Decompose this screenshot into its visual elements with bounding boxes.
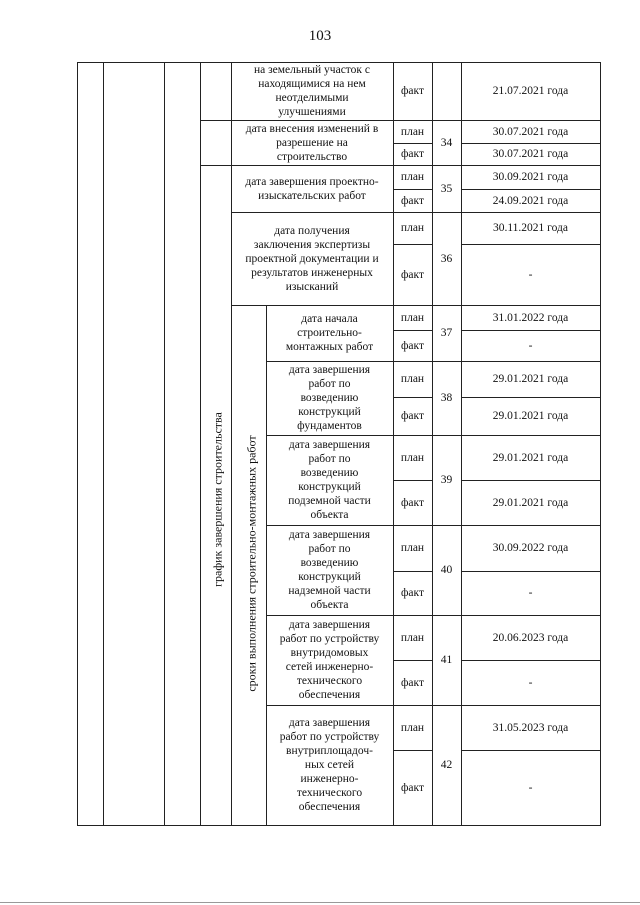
col-divider-2 — [164, 62, 165, 826]
row-plan-value: 30.09.2022 года — [492, 542, 569, 554]
row-number: 35 — [440, 182, 453, 195]
col-divider-1 — [103, 62, 104, 826]
row-fact-label: факт — [400, 781, 425, 794]
row-fact-value: 24.09.2021 года — [492, 194, 569, 207]
row-plan-value: 30.07.2021 года — [492, 125, 569, 138]
vertical-label-schedule: график завершения строительства — [210, 412, 225, 587]
row-plan-value: 20.06.2023 года — [492, 631, 569, 644]
row-plan-value: 29.01.2021 года — [492, 373, 569, 385]
row-kind: факт — [400, 85, 425, 97]
page-number: 103 — [308, 28, 332, 44]
row-number: 42 — [440, 759, 453, 771]
row-fact-value: 30.07.2021 года — [492, 148, 569, 160]
row-number: 38 — [440, 392, 453, 404]
table-right-border — [600, 62, 601, 826]
row-plan-label: план — [400, 222, 425, 234]
row-number: 37 — [440, 327, 453, 339]
row-plan-label: план — [400, 542, 425, 554]
row-fact-label: факт — [400, 410, 425, 422]
vertical-label-installation: сроки выполнения строительно-монтажных работ — [244, 435, 259, 692]
row-text: дата завершения работ по устройству внутридомовых сетей инженерно- технического обеспечения — [279, 619, 380, 701]
row-text: дата завершения работ по возведению конструкций фундаментов — [288, 364, 371, 432]
row-text: дата внесения изменений в разрешение на строительство — [245, 122, 379, 163]
row-number: 40 — [440, 564, 453, 576]
row-text: на земельный участок с находящимися на нем неотделимыми улучшениями — [254, 64, 370, 118]
row-text: дата завершения работ по устройству внутриплощадоч- ных сетей инженерно- технического обеспечения — [279, 717, 380, 813]
row-fact-value: - — [528, 781, 533, 794]
row-plan-label: план — [400, 171, 425, 183]
row-text: дата завершения работ по возведению конструкций подземной части объекта — [288, 439, 371, 521]
row-fact-value: 29.01.2021 года — [492, 410, 569, 422]
row-plan-value: 31.05.2023 года — [492, 721, 569, 734]
row-value: 21.07.2021 года — [492, 85, 569, 97]
row-fact-value: - — [528, 587, 533, 599]
table-left-border — [77, 62, 78, 826]
row-number: 36 — [440, 252, 453, 265]
row-fact-value: - — [528, 676, 533, 689]
row-fact-label: факт — [400, 194, 425, 207]
col-divider-3 — [200, 62, 201, 826]
row-text: дата завершения проектно- изыскательских работ — [245, 175, 379, 202]
row-plan-label: план — [400, 311, 425, 324]
row-plan-value: 30.11.2021 года — [492, 222, 568, 234]
row-number: 34 — [440, 136, 453, 149]
row-fact-label: факт — [400, 587, 425, 599]
row-text: дата начала строительно- монтажных работ — [285, 313, 374, 353]
row-fact-label: факт — [400, 339, 425, 352]
row-fact-label: факт — [400, 148, 425, 160]
page-bottom-rule — [0, 902, 640, 903]
row-fact-label: факт — [400, 268, 425, 281]
row-plan-label: план — [400, 451, 425, 464]
table-bottom-border — [77, 825, 601, 826]
row-number: 41 — [440, 654, 453, 666]
row-plan-value: 31.01.2022 года — [492, 311, 569, 324]
row-text: дата завершения работ по возведению конструкций надземной части объекта — [288, 529, 371, 611]
row-plan-value: 29.01.2021 года — [492, 451, 569, 464]
row-fact-label: факт — [400, 676, 425, 689]
row-fact-value: 29.01.2021 года — [492, 496, 569, 509]
row-fact-value: - — [528, 339, 533, 352]
row-plan-label: план — [400, 721, 425, 734]
row-fact-value: - — [528, 268, 533, 281]
row-plan-label: план — [400, 125, 425, 138]
row-text: дата получения заключения экспертизы проектной документации и результатов инженерных изысканий — [245, 224, 379, 293]
row-plan-value: 30.09.2021 года — [492, 171, 569, 183]
row-number: 39 — [440, 474, 453, 486]
row-plan-label: план — [400, 373, 425, 385]
row-plan-label: план — [400, 631, 425, 644]
row-fact-label: факт — [400, 496, 425, 509]
